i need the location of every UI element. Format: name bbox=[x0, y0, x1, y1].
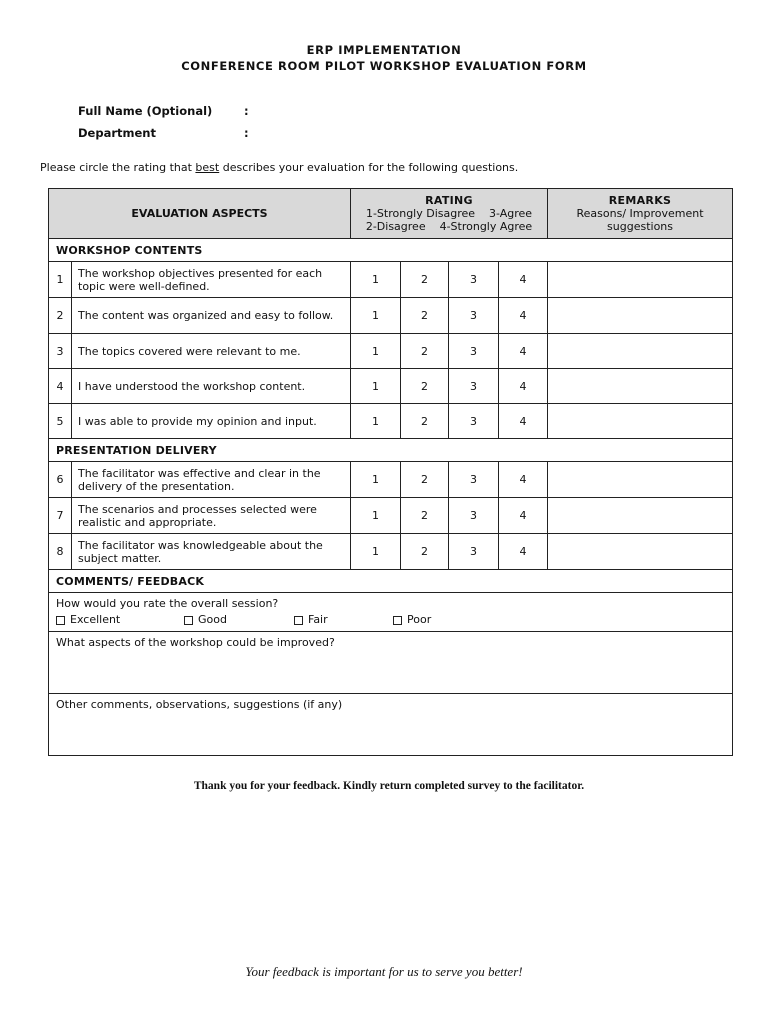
remarks-cell[interactable] bbox=[548, 404, 733, 439]
checkbox-icon[interactable] bbox=[184, 616, 193, 625]
question-text: The facilitator was knowledgeable about the subject matter. bbox=[72, 534, 351, 570]
evaluation-aspects-header: EVALUATION ASPECTS bbox=[49, 189, 351, 239]
rating-2[interactable]: 2 bbox=[401, 298, 449, 334]
rating-3[interactable]: 3 bbox=[449, 369, 499, 404]
improvement-cell[interactable] bbox=[49, 632, 733, 694]
question-number: 6 bbox=[49, 462, 72, 498]
option-label: Good bbox=[198, 613, 227, 626]
rating-1[interactable]: 1 bbox=[351, 462, 401, 498]
question-row-3 bbox=[49, 334, 733, 369]
question-text: I have understood the workshop content. bbox=[72, 369, 351, 404]
rating-3[interactable]: 3 bbox=[449, 498, 499, 534]
question-row-4 bbox=[49, 369, 733, 404]
rating-legend-1: 1-Strongly Disagree 3-Agree bbox=[365, 207, 533, 220]
remarks-cell[interactable] bbox=[548, 498, 733, 534]
question-row-2 bbox=[49, 298, 733, 334]
other-comments-question: Other comments, observations, suggestions (if any) bbox=[56, 698, 343, 711]
instructions-text: Please circle the rating that bbox=[40, 161, 196, 174]
rating-2[interactable]: 2 bbox=[401, 404, 449, 439]
improvement-question: What aspects of the workshop could be improved? bbox=[56, 636, 335, 649]
rating-3[interactable]: 3 bbox=[449, 298, 499, 334]
option-label: Excellent bbox=[70, 613, 121, 626]
full-name-colon: : bbox=[244, 104, 249, 118]
evaluation-table bbox=[48, 188, 733, 756]
rating-2[interactable]: 2 bbox=[401, 462, 449, 498]
section-row bbox=[49, 439, 733, 462]
department-label: Department bbox=[78, 126, 156, 140]
remarks-cell[interactable] bbox=[548, 334, 733, 369]
remarks-cell[interactable] bbox=[548, 462, 733, 498]
question-text: I was able to provide my opinion and input. bbox=[72, 404, 351, 439]
rating-1[interactable]: 1 bbox=[351, 334, 401, 369]
checkbox-icon[interactable] bbox=[56, 616, 65, 625]
improvement-row bbox=[49, 632, 733, 694]
rating-3[interactable]: 3 bbox=[449, 262, 499, 298]
option-excellent[interactable] bbox=[56, 613, 184, 627]
option-good[interactable] bbox=[184, 613, 294, 627]
question-text: The content was organized and easy to follow. bbox=[72, 298, 351, 334]
rating-2[interactable]: 2 bbox=[401, 334, 449, 369]
overall-rating-row bbox=[49, 593, 733, 632]
department-colon: : bbox=[244, 126, 249, 140]
question-number: 7 bbox=[49, 498, 72, 534]
section-row bbox=[49, 239, 733, 262]
instructions bbox=[40, 161, 518, 174]
rating-1[interactable]: 1 bbox=[351, 404, 401, 439]
rating-4[interactable]: 4 bbox=[499, 369, 548, 404]
department-field[interactable] bbox=[78, 126, 249, 140]
remarks-subtitle-1: Reasons/ Improvement bbox=[576, 207, 704, 220]
rating-4[interactable]: 4 bbox=[499, 498, 548, 534]
question-number: 5 bbox=[49, 404, 72, 439]
table-header-row bbox=[49, 189, 733, 239]
rating-legend-2: 2-Disagree 4-Strongly Agree bbox=[365, 220, 533, 233]
remarks-header bbox=[548, 189, 733, 239]
rating-3[interactable]: 3 bbox=[449, 534, 499, 570]
rating-2[interactable]: 2 bbox=[401, 498, 449, 534]
checkbox-icon[interactable] bbox=[393, 616, 402, 625]
question-row-1 bbox=[49, 262, 733, 298]
question-row-5 bbox=[49, 404, 733, 439]
rating-1[interactable]: 1 bbox=[351, 534, 401, 570]
rating-title: RATING bbox=[425, 194, 473, 207]
remarks-cell[interactable] bbox=[548, 298, 733, 334]
question-text: The facilitator was effective and clear in the delivery of the presentation. bbox=[72, 462, 351, 498]
rating-2[interactable]: 2 bbox=[401, 369, 449, 404]
overall-rating-cell bbox=[49, 593, 733, 632]
question-text: The workshop objectives presented for each topic were well-defined. bbox=[72, 262, 351, 298]
remarks-cell[interactable] bbox=[548, 262, 733, 298]
question-number: 3 bbox=[49, 334, 72, 369]
question-number: 1 bbox=[49, 262, 72, 298]
rating-4[interactable]: 4 bbox=[499, 404, 548, 439]
rating-3[interactable]: 3 bbox=[449, 404, 499, 439]
form-title: ERP IMPLEMENTATION bbox=[306, 43, 462, 57]
other-comments-row bbox=[49, 694, 733, 756]
remarks-cell[interactable] bbox=[548, 534, 733, 570]
remarks-title: REMARKS bbox=[608, 194, 672, 207]
full-name-field[interactable] bbox=[78, 104, 249, 118]
option-fair[interactable] bbox=[294, 613, 393, 627]
question-text: The scenarios and processes selected were realistic and appropriate. bbox=[72, 498, 351, 534]
rating-1[interactable]: 1 bbox=[351, 498, 401, 534]
rating-3[interactable]: 3 bbox=[449, 334, 499, 369]
overall-rating-question: How would you rate the overall session? bbox=[56, 597, 279, 610]
rating-header bbox=[351, 189, 548, 239]
form-subtitle: CONFERENCE ROOM PILOT WORKSHOP EVALUATION FORM bbox=[181, 59, 587, 73]
section-comments-feedback: COMMENTS/ FEEDBACK bbox=[49, 570, 733, 593]
rating-1[interactable]: 1 bbox=[351, 262, 401, 298]
remarks-cell[interactable] bbox=[548, 369, 733, 404]
remarks-subtitle-2: suggestions bbox=[607, 220, 673, 233]
question-number: 4 bbox=[49, 369, 72, 404]
rating-4[interactable]: 4 bbox=[499, 262, 548, 298]
other-comments-cell[interactable] bbox=[49, 694, 733, 756]
instructions-emphasis: best bbox=[195, 161, 220, 174]
rating-4[interactable]: 4 bbox=[499, 334, 548, 369]
section-row bbox=[49, 570, 733, 593]
option-label: Fair bbox=[308, 613, 328, 626]
checkbox-icon[interactable] bbox=[294, 616, 303, 625]
question-number: 8 bbox=[49, 534, 72, 570]
question-row-7 bbox=[49, 498, 733, 534]
footer-note: Your feedback is important for us to serve you better! bbox=[245, 964, 523, 979]
rating-1[interactable]: 1 bbox=[351, 369, 401, 404]
rating-1[interactable]: 1 bbox=[351, 298, 401, 334]
rating-3[interactable]: 3 bbox=[449, 462, 499, 498]
rating-2[interactable]: 2 bbox=[401, 534, 449, 570]
rating-2[interactable]: 2 bbox=[401, 262, 449, 298]
question-number: 2 bbox=[49, 298, 72, 334]
full-name-label: Full Name (Optional) bbox=[78, 104, 213, 118]
section-presentation-delivery: PRESENTATION DELIVERY bbox=[49, 439, 733, 462]
rating-4[interactable]: 4 bbox=[499, 298, 548, 334]
option-label: Poor bbox=[407, 613, 432, 626]
section-workshop-contents: WORKSHOP CONTENTS bbox=[49, 239, 733, 262]
question-row-8 bbox=[49, 534, 733, 570]
rating-4[interactable]: 4 bbox=[499, 534, 548, 570]
question-row-6 bbox=[49, 462, 733, 498]
rating-4[interactable]: 4 bbox=[499, 462, 548, 498]
question-text: The topics covered were relevant to me. bbox=[72, 334, 351, 369]
overall-rating-options bbox=[56, 613, 725, 627]
instructions-text-end: describes your evaluation for the following questions. bbox=[219, 161, 519, 174]
option-poor[interactable] bbox=[393, 613, 431, 627]
thank-you-note: Thank you for your feedback. Kindly return completed survey to the facilitator. bbox=[193, 780, 585, 792]
